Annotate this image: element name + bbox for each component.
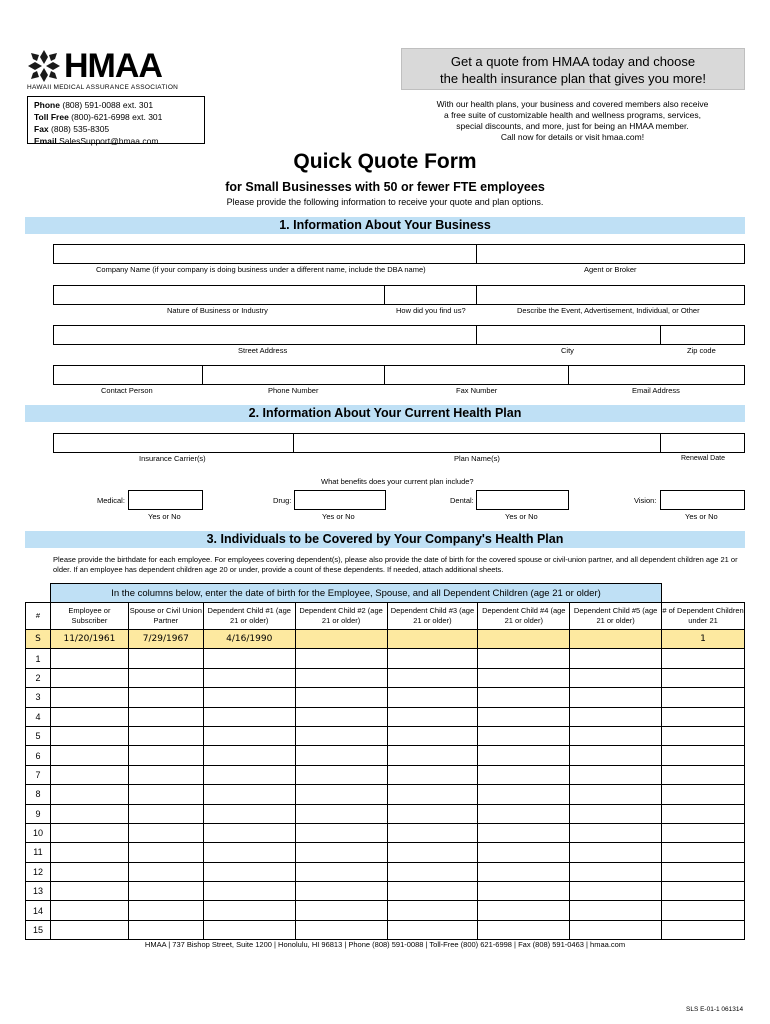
entry-cell[interactable]: [203, 649, 295, 668]
entry-cell[interactable]: [295, 843, 387, 862]
entry-cell[interactable]: [662, 843, 745, 862]
table-row: [26, 765, 745, 784]
entry-cell[interactable]: [128, 649, 203, 668]
entry-cell[interactable]: [295, 862, 387, 881]
entry-cell[interactable]: [662, 785, 745, 804]
medical-yesno: Yes or No: [148, 512, 181, 521]
drug-yesno: Yes or No: [322, 512, 355, 521]
entry-cell[interactable]: [50, 765, 128, 784]
entry-cell[interactable]: [570, 746, 662, 765]
entry-cell[interactable]: [50, 823, 128, 842]
entry-cell[interactable]: [295, 882, 387, 901]
entry-cell[interactable]: [50, 649, 128, 668]
carrier-label: Insurance Carrier(s): [139, 454, 206, 463]
row-number: 1: [26, 649, 51, 668]
describe-field[interactable]: [476, 285, 745, 305]
dental-label: Dental:: [450, 496, 474, 505]
entry-cell[interactable]: [478, 823, 570, 842]
phone-label: Phone Number: [268, 386, 319, 395]
quote-banner: Get a quote from HMAA today and choose the health insurance plan that gives you more!: [401, 48, 745, 90]
entry-cell[interactable]: [128, 688, 203, 707]
entry-cell[interactable]: [570, 765, 662, 784]
phone-field[interactable]: [202, 365, 385, 385]
sample-row: [26, 630, 745, 649]
entry-cell[interactable]: [295, 901, 387, 920]
entry-cell[interactable]: [662, 823, 745, 842]
entry-cell[interactable]: [570, 785, 662, 804]
email-field[interactable]: [568, 365, 745, 385]
row-number: 9: [26, 804, 51, 823]
describe-label: Describe the Event, Advertisement, Individual, or Other: [517, 306, 700, 315]
entry-cell[interactable]: [387, 882, 478, 901]
entry-cell[interactable]: [387, 920, 478, 939]
benefits-question: What benefits does your current plan include?: [321, 477, 474, 486]
entry-cell[interactable]: [203, 707, 295, 726]
fax-field[interactable]: [384, 365, 569, 385]
contact-tollfree: Toll Free (800)-621-6998 ext. 301: [34, 112, 163, 122]
entry-cell[interactable]: [662, 920, 745, 939]
entry-cell[interactable]: [128, 746, 203, 765]
instructions: Please provide the following information to receive your quote and plan options.: [226, 197, 544, 207]
entry-cell[interactable]: [478, 843, 570, 862]
entry-cell[interactable]: [570, 920, 662, 939]
row-number: 7: [26, 765, 51, 784]
entry-cell[interactable]: [50, 668, 128, 687]
entry-cell[interactable]: [478, 649, 570, 668]
entry-cell[interactable]: [662, 804, 745, 823]
entry-cell[interactable]: [203, 785, 295, 804]
sample-cell: [478, 630, 570, 649]
entry-cell[interactable]: [203, 843, 295, 862]
entry-cell[interactable]: [295, 785, 387, 804]
plan-label: Plan Name(s): [454, 454, 500, 463]
entry-cell[interactable]: [128, 920, 203, 939]
street-field[interactable]: [53, 325, 477, 345]
contact-person-field[interactable]: [53, 365, 203, 385]
city-field[interactable]: [476, 325, 661, 345]
zip-field[interactable]: [660, 325, 745, 345]
renewal-date-field[interactable]: [660, 433, 745, 453]
entry-cell[interactable]: [570, 843, 662, 862]
entry-cell[interactable]: [387, 726, 478, 745]
table-row: [26, 649, 745, 668]
fax-label: Fax Number: [456, 386, 498, 395]
entry-cell[interactable]: [203, 746, 295, 765]
table-row: [26, 726, 745, 745]
how-find-field[interactable]: [384, 285, 477, 305]
section1-header: 1. Information About Your Business: [25, 217, 745, 234]
col-employee: Employee or Subscriber: [50, 603, 128, 630]
entry-cell[interactable]: [50, 726, 128, 745]
entry-cell[interactable]: [387, 668, 478, 687]
section3-header: 3. Individuals to be Covered by Your Company's Health Plan: [25, 531, 745, 548]
entry-cell[interactable]: [295, 649, 387, 668]
city-label: City: [561, 346, 574, 355]
row-number: 15: [26, 920, 51, 939]
contact-fax: Fax (808) 535-8305: [34, 124, 110, 134]
row-number: 14: [26, 901, 51, 920]
entry-cell[interactable]: [203, 726, 295, 745]
table-banner-row: [26, 584, 745, 603]
how-find-label: How did you find us?: [396, 306, 466, 315]
col-spouse: Spouse or Civil Union Partner: [128, 603, 203, 630]
plans-blurb: With our health plans, your business and covered members also receive a free suite of customizable health and wellness programs, services, special discounts, and more, just for being an HMAA member. Call now for details or visit hmaa.com!: [436, 99, 709, 142]
entry-cell[interactable]: [387, 688, 478, 707]
row-number: 2: [26, 668, 51, 687]
vision-label: Vision:: [634, 496, 657, 505]
entry-cell[interactable]: [662, 901, 745, 920]
entry-cell[interactable]: [128, 707, 203, 726]
entry-cell[interactable]: [128, 785, 203, 804]
section2-header: 2. Information About Your Current Health Plan: [25, 405, 745, 422]
col-child4: Dependent Child #4 (age 21 or older): [478, 603, 570, 630]
entry-cell[interactable]: [128, 823, 203, 842]
entry-cell[interactable]: [387, 804, 478, 823]
row-number: 11: [26, 843, 51, 862]
table-row: [26, 823, 745, 842]
entry-cell[interactable]: [387, 707, 478, 726]
entry-cell[interactable]: [50, 746, 128, 765]
entry-cell[interactable]: [295, 746, 387, 765]
entry-cell[interactable]: [662, 707, 745, 726]
entry-cell[interactable]: [50, 901, 128, 920]
entry-cell[interactable]: [128, 901, 203, 920]
entry-cell[interactable]: [478, 920, 570, 939]
form-id: SLS E-01-1 061314: [686, 1006, 744, 1013]
drug-label: Drug:: [273, 496, 292, 505]
entry-cell[interactable]: [662, 668, 745, 687]
entry-cell[interactable]: [387, 746, 478, 765]
entry-cell[interactable]: [478, 726, 570, 745]
entry-cell[interactable]: [295, 920, 387, 939]
dental-yesno: Yes or No: [505, 512, 538, 521]
entry-cell[interactable]: [203, 823, 295, 842]
logo-wordmark: HMAA: [64, 47, 162, 85]
table-row: [26, 668, 745, 687]
entry-cell[interactable]: [570, 901, 662, 920]
page-title: Quick Quote Form: [293, 150, 477, 173]
dental-field[interactable]: [476, 490, 569, 510]
table-header-row: [26, 603, 745, 630]
zip-label: Zip code: [687, 346, 716, 355]
entry-cell[interactable]: [387, 649, 478, 668]
sample-cell: 7/29/1967: [128, 630, 203, 649]
entry-cell[interactable]: [478, 785, 570, 804]
entry-cell[interactable]: [478, 707, 570, 726]
sample-cell: [295, 630, 387, 649]
sample-cell: 11/20/1961: [50, 630, 128, 649]
medical-label: Medical:: [97, 496, 125, 505]
col-child5: Dependent Child #5 (age 21 or older): [570, 603, 662, 630]
entry-cell[interactable]: [662, 765, 745, 784]
entry-cell[interactable]: [128, 726, 203, 745]
entry-cell[interactable]: [203, 862, 295, 881]
entry-cell[interactable]: [387, 843, 478, 862]
entry-cell[interactable]: [203, 804, 295, 823]
entry-cell[interactable]: [387, 785, 478, 804]
entry-cell[interactable]: [387, 862, 478, 881]
email-label: Email Address: [632, 386, 680, 395]
entry-cell[interactable]: [203, 765, 295, 784]
col-number: #: [26, 603, 51, 630]
table-row: [26, 901, 745, 920]
sample-cell: [570, 630, 662, 649]
col-child2: Dependent Child #2 (age 21 or older): [295, 603, 387, 630]
entry-cell[interactable]: [662, 862, 745, 881]
entry-cell[interactable]: [570, 862, 662, 881]
drug-field[interactable]: [294, 490, 386, 510]
entry-cell[interactable]: [50, 920, 128, 939]
entry-cell[interactable]: [478, 882, 570, 901]
entry-cell[interactable]: [295, 726, 387, 745]
section3-note: Please provide the birthdate for each employee. For employees covering dependent(s), please also provide the date of birth for the covered spouse or civil-union partner, and all dependent children age 21 or older. If an employee has dependent children age 20 or under, provide a count of these dependents. If needed, attach additional sheets.: [53, 555, 738, 574]
table-row: [26, 804, 745, 823]
entry-cell[interactable]: [128, 668, 203, 687]
entry-cell[interactable]: [570, 707, 662, 726]
entry-cell[interactable]: [662, 649, 745, 668]
row-number: 4: [26, 707, 51, 726]
footer: HMAA | 737 Bishop Street, Suite 1200 | Honolulu, HI 96813 | Phone (808) 591-0088 | Toll-Free (800) 621-6998 | Fax (808) 591-0463 | hmaa.com: [144, 940, 626, 949]
agent-broker-field[interactable]: [476, 244, 745, 264]
entry-cell[interactable]: [50, 688, 128, 707]
col-child1: Dependent Child #1 (age 21 or older): [203, 603, 295, 630]
entry-cell[interactable]: [662, 726, 745, 745]
entry-cell[interactable]: [570, 649, 662, 668]
contact-phone: Phone (808) 591-0088 ext. 301: [34, 100, 154, 110]
entry-cell[interactable]: [203, 920, 295, 939]
renewal-label: Renewal Date: [681, 455, 725, 462]
col-dependents-under-21: # of Dependent Children under 21: [662, 603, 745, 630]
entry-cell[interactable]: [50, 882, 128, 901]
entry-cell[interactable]: [128, 882, 203, 901]
entry-cell[interactable]: [478, 862, 570, 881]
row-number: 10: [26, 823, 51, 842]
entry-cell[interactable]: [295, 765, 387, 784]
street-label: Street Address: [238, 346, 288, 355]
entry-cell[interactable]: [203, 882, 295, 901]
plan-name-field[interactable]: [293, 433, 661, 453]
entry-cell[interactable]: [662, 688, 745, 707]
entry-cell[interactable]: [387, 901, 478, 920]
table-row: [26, 688, 745, 707]
entry-cell[interactable]: [50, 804, 128, 823]
entry-cell[interactable]: [295, 707, 387, 726]
individuals-table: [25, 583, 745, 940]
entry-cell[interactable]: [570, 882, 662, 901]
contact-person-label: Contact Person: [101, 386, 153, 395]
entry-cell[interactable]: [570, 823, 662, 842]
page-subtitle: for Small Businesses with 50 or fewer FTE employees: [225, 180, 545, 194]
table-row: [26, 920, 745, 939]
nature-label: Nature of Business or Industry: [167, 306, 268, 315]
col-child3: Dependent Child #3 (age 21 or older): [387, 603, 478, 630]
entry-cell[interactable]: [203, 688, 295, 707]
company-name-field[interactable]: [53, 244, 477, 264]
vision-yesno: Yes or No: [685, 512, 718, 521]
agent-broker-label: Agent or Broker: [584, 265, 637, 274]
entry-cell[interactable]: [570, 688, 662, 707]
entry-cell[interactable]: [662, 882, 745, 901]
nature-field[interactable]: [53, 285, 385, 305]
entry-cell[interactable]: [387, 823, 478, 842]
sample-cell: 1: [662, 630, 745, 649]
entry-cell[interactable]: [50, 707, 128, 726]
entry-cell[interactable]: [128, 862, 203, 881]
table-row: [26, 882, 745, 901]
entry-cell[interactable]: [478, 668, 570, 687]
table-row: [26, 746, 745, 765]
contact-email: Email SalesSupport@hmaa.com: [34, 136, 159, 146]
row-number: 3: [26, 688, 51, 707]
entry-cell[interactable]: [128, 804, 203, 823]
insurance-carrier-field[interactable]: [53, 433, 294, 453]
entry-cell[interactable]: [50, 862, 128, 881]
contact-box: [27, 96, 205, 144]
table-row: [26, 843, 745, 862]
entry-cell[interactable]: [478, 746, 570, 765]
entry-cell[interactable]: [570, 804, 662, 823]
vision-field[interactable]: [660, 490, 745, 510]
entry-cell[interactable]: [295, 823, 387, 842]
entry-cell[interactable]: [570, 668, 662, 687]
entry-cell[interactable]: [295, 668, 387, 687]
sample-cell: 4/16/1990: [203, 630, 295, 649]
sample-cell: S: [26, 630, 51, 649]
entry-cell[interactable]: [478, 765, 570, 784]
company-name-label: Company Name (if your company is doing business under a different name, include the DBA name): [96, 265, 426, 274]
entry-cell[interactable]: [662, 746, 745, 765]
entry-cell[interactable]: [295, 804, 387, 823]
entry-cell[interactable]: [50, 843, 128, 862]
entry-cell[interactable]: [570, 726, 662, 745]
sample-cell: [387, 630, 478, 649]
table-row: [26, 707, 745, 726]
entry-cell[interactable]: [295, 688, 387, 707]
entry-cell[interactable]: [203, 901, 295, 920]
entry-cell[interactable]: [387, 765, 478, 784]
entry-cell[interactable]: [50, 785, 128, 804]
row-number: 8: [26, 785, 51, 804]
table-row: [26, 862, 745, 881]
entry-cell[interactable]: [203, 668, 295, 687]
entry-cell[interactable]: [128, 843, 203, 862]
medical-field[interactable]: [128, 490, 203, 510]
row-number: 12: [26, 862, 51, 881]
row-number: 13: [26, 882, 51, 901]
entry-cell[interactable]: [478, 901, 570, 920]
row-number: 6: [26, 746, 51, 765]
entry-cell[interactable]: [478, 688, 570, 707]
row-number: 5: [26, 726, 51, 745]
columns-banner: In the columns below, enter the date of birth for the Employee, Spouse, and all Dependent Children (age 21 or older): [50, 584, 661, 603]
hmaa-logo-icon: [27, 49, 61, 83]
entry-cell[interactable]: [128, 765, 203, 784]
logo-subtitle: HAWAII MEDICAL ASSURANCE ASSOCIATION: [27, 84, 179, 91]
table-row: [26, 785, 745, 804]
entry-cell[interactable]: [478, 804, 570, 823]
